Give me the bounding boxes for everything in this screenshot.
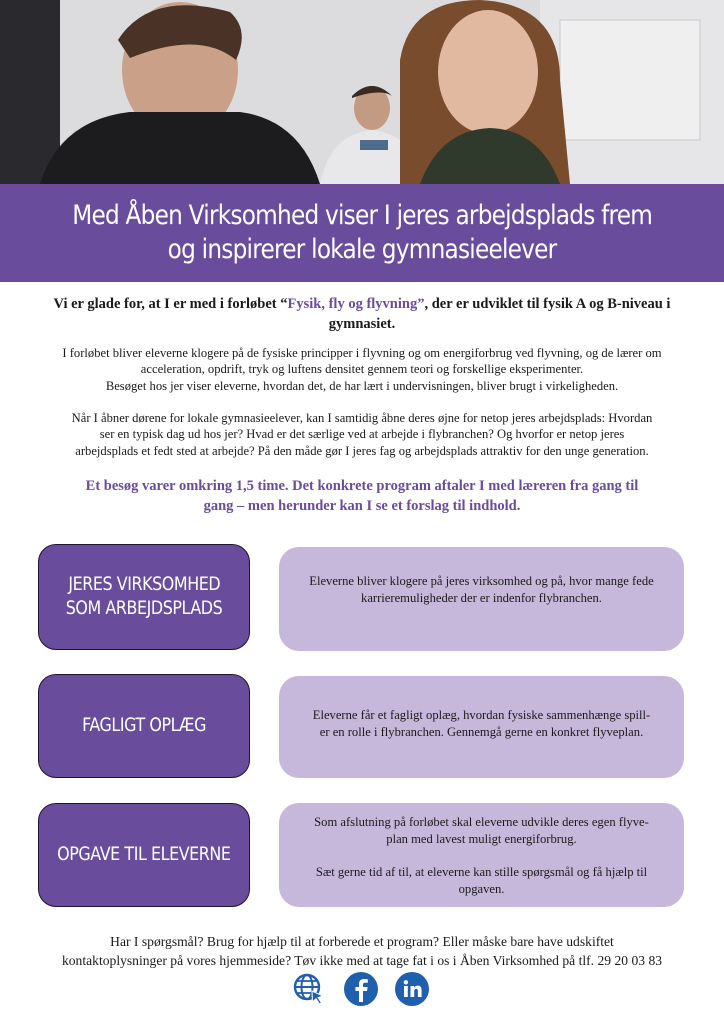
program-desc-assignment xyxy=(279,803,684,907)
contact-line: Har I spørgsmål? Brug for hjælp til at forberede et program? Eller måske bare have udskiftet xyxy=(110,934,614,949)
program-desc-line: Eleverne bliver klogere på jeres virksomhed og på, hvor mange fede xyxy=(309,574,654,588)
paragraph-line: ser en typisk dag ud hos jer? Hvad er det særlige ved at arbejde i flybranchen? Og hvorfor er netop jeres xyxy=(99,427,625,442)
paragraph-line: Besøget hos jer viser eleverne, hvordan det, de har lært i undervisningen, bliver brugt i virkeligheden. xyxy=(105,378,619,393)
linkedin-icon[interactable] xyxy=(395,972,429,1006)
program-label-line: FAGLIGT OPLÆG xyxy=(82,715,206,736)
globe-icon[interactable] xyxy=(292,972,326,1006)
program-desc-line: karrieremuligheder der er indenfor flybranchen. xyxy=(361,591,602,605)
paragraph-gap xyxy=(299,848,664,864)
program-label-line: JERES VIRKSOMHED xyxy=(68,574,220,595)
course-name-highlight: Fysik, fly og flyvning” xyxy=(287,296,425,312)
headline-line-1: Med Åben Virksomhed viser I jeres arbejdsplads frem xyxy=(72,200,652,231)
social-icons xyxy=(292,972,432,1008)
header-photo xyxy=(0,0,724,184)
paragraph-line: arbejdsplads et fedt sted at arbejde? På den måde gør I jeres fag og arbejdsplads attraktiv for den unge generation. xyxy=(75,443,649,458)
students-photo-illustration xyxy=(0,0,724,184)
intro-bold-after: , der er udviklet til fysik A og B-niveau i gymnasiet. xyxy=(328,296,671,332)
intro-bold-text xyxy=(40,294,684,334)
program-desc-talk xyxy=(279,676,684,778)
intro-paragraph-1 xyxy=(36,345,688,394)
program-desc-line: Som afslutning på forløbet skal eleverne udvikle deres egen flyve- xyxy=(314,815,649,829)
program-label-talk xyxy=(38,674,250,778)
intro-paragraph-2 xyxy=(36,410,688,459)
contact-text xyxy=(30,933,694,970)
program-desc-line: opgaven. xyxy=(458,882,505,896)
program-desc-line: plan med lavest muligt energiforbrug. xyxy=(386,832,577,846)
paragraph-line: acceleration, opdrift, tryk og luftens densitet gennem teori og forskellige eksperimenter. xyxy=(140,362,584,377)
visit-duration-note xyxy=(40,476,684,516)
program-label-line: OPGAVE TIL ELEVERNE xyxy=(57,844,231,865)
program-desc-company xyxy=(279,547,684,651)
facebook-icon[interactable] xyxy=(344,972,378,1006)
headline-line-2: og inspirerer lokale gymnasieelever xyxy=(167,234,557,265)
paragraph-line: I forløbet bliver eleverne klogere på de fysiske principper i flyvning og om energiforbrug ved flyvning, og de lærer om xyxy=(62,346,662,360)
visit-note-line: gang – men herunder kan I se et forslag til indhold. xyxy=(203,498,521,514)
paragraph-line: Når I åbner dørene for lokale gymnasieelever, kan I samtidig åbne deres øjne for netop jeres arbejdsplads: Hvordan xyxy=(71,411,653,425)
program-label-company xyxy=(38,544,250,650)
program-label-line: SOM ARBEJDSPLADS xyxy=(65,598,223,619)
program-label-assignment xyxy=(38,803,250,907)
intro-bold-before: Vi er glade for, at I er med i forløbet “ xyxy=(53,296,288,312)
visit-note-line: Et besøg varer omkring 1,5 time. Det konkrete program aftaler I med læreren fra gang til xyxy=(85,478,639,494)
program-desc-line: Sæt gerne tid af til, at eleverne kan stille spørgsmål og få hjælp til xyxy=(315,865,648,879)
program-desc-line: Eleverne får et fagligt oplæg, hvordan fysiske sammenhænge spill- xyxy=(312,708,651,722)
headline-band xyxy=(0,184,724,282)
contact-line: kontaktoplysninger på vores hjemmeside? Tøv ikke med at tage fat i os i Åben Virksomhed på tlf. 29 20 03 83 xyxy=(61,952,663,968)
program-desc-line: er en rolle i flybranchen. Gennemgå gerne en konkret flyveplan. xyxy=(319,725,644,739)
